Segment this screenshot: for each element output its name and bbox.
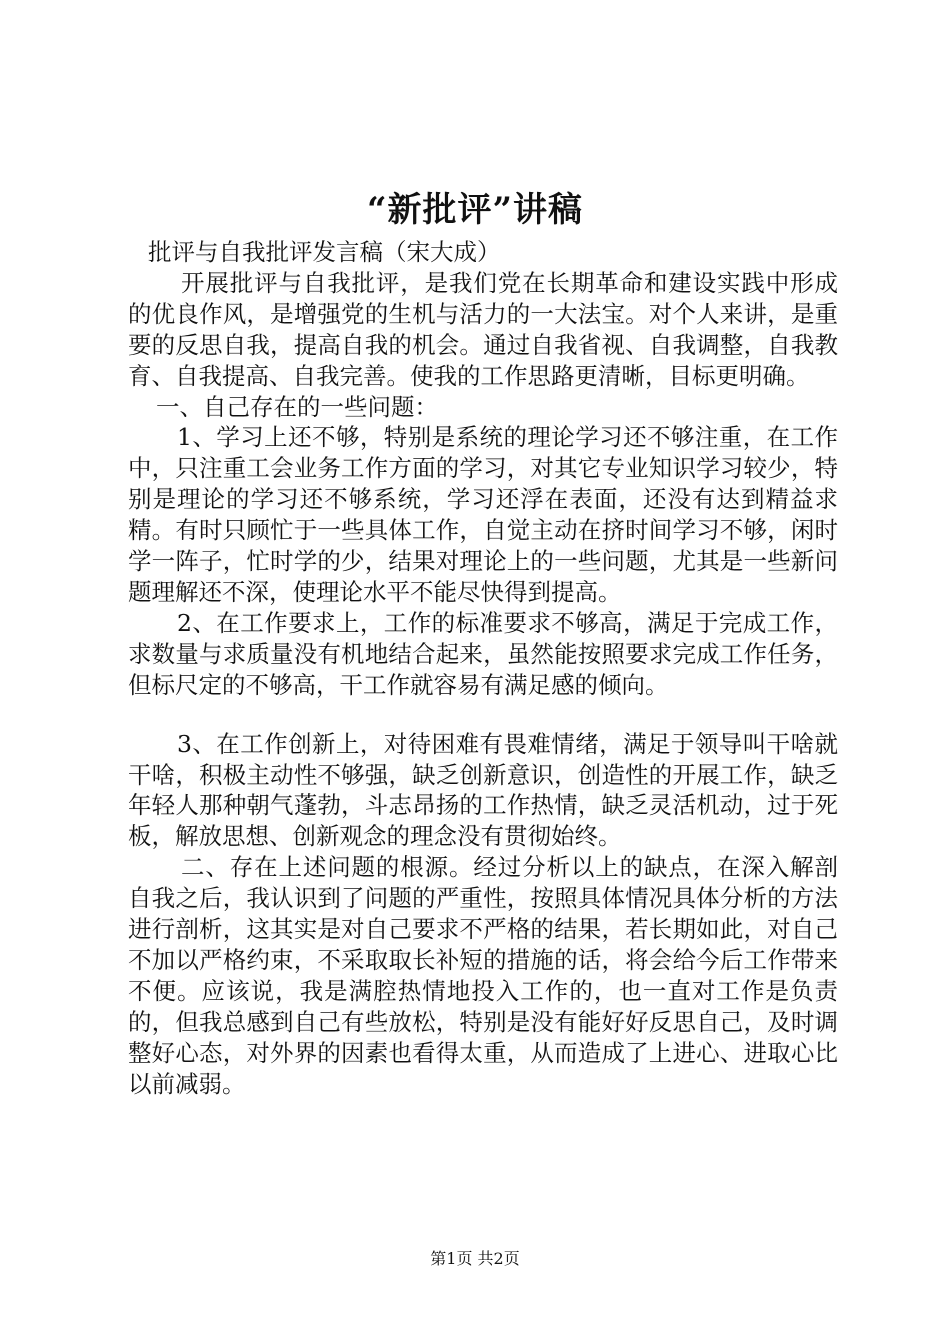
section-one-heading: 一、自己存在的一些问题：	[156, 392, 438, 421]
page-footer: 第1页 共2页	[430, 1249, 520, 1268]
document-title: “新批评”讲稿	[366, 190, 584, 230]
item-three-paragraph: 3、在工作创新上，对待困难有畏难情绪，满足于领导叫干啥就干啥，积极主动性不够强，缺乏创新意识，创造性的开展工作，缺乏年轻人那种朝气蓬勃，斗志昂扬的工作热情，缺乏灵活机动，过于死板，解放思想、创新观念的理念没有贯彻始终。	[128, 729, 838, 851]
section-two-paragraph: 二、存在上述问题的根源。经过分析以上的缺点，在深入解剖自我之后，我认识到了问题的严重性，按照具体情况具体分析的方法进行剖析，这其实是对自己要求不严格的结果，若长期如此，对自己不加以严格约束，不采取取长补短的措施的话，将会给今后工作带来不便。应该说，我是满腔热情地投入工作的，也一直对工作是负责的，但我总感到自己有些放松，特别是没有能好好反思自己，及时调整好心态，对外界的因素也看得太重，从而造成了上进心、进取心比以前减弱。	[128, 853, 838, 1098]
document-subtitle: 批评与自我批评发言稿（宋大成）	[148, 238, 501, 266]
item-two-paragraph: 2、在工作要求上，工作的标准要求不够高，满足于完成工作，求数量与求质量没有机地结合起来，虽然能按照要求完成工作任务，但标尺定的不够高，干工作就容易有满足感的倾向。	[128, 608, 838, 699]
intro-paragraph: 开展批评与自我批评，是我们党在长期革命和建设实践中形成的优良作风，是增强党的生机与活力的一大法宝。对个人来讲，是重要的反思自我，提高自我的机会。通过自我省视、自我调整，自我教育、自我提高、自我完善。使我的工作思路更清晰，目标更明确。	[128, 268, 838, 390]
paragraph-spacer	[128, 701, 838, 729]
document-body	[128, 237, 838, 1099]
item-one-paragraph: 1、学习上还不够，特别是系统的理论学习还不够注重，在工作中，只注重工会业务工作方面的学习，对其它专业知识学习较少，特别是理论的学习还不够系统，学习还浮在表面，还没有达到精益求精。有时只顾忙于一些具体工作，自觉主动在挤时间学习不够，闲时学一阵子，忙时学的少，结果对理论上的一些问题，尤其是一些新问题理解还不深，使理论水平不能尽快得到提高。	[128, 423, 838, 606]
